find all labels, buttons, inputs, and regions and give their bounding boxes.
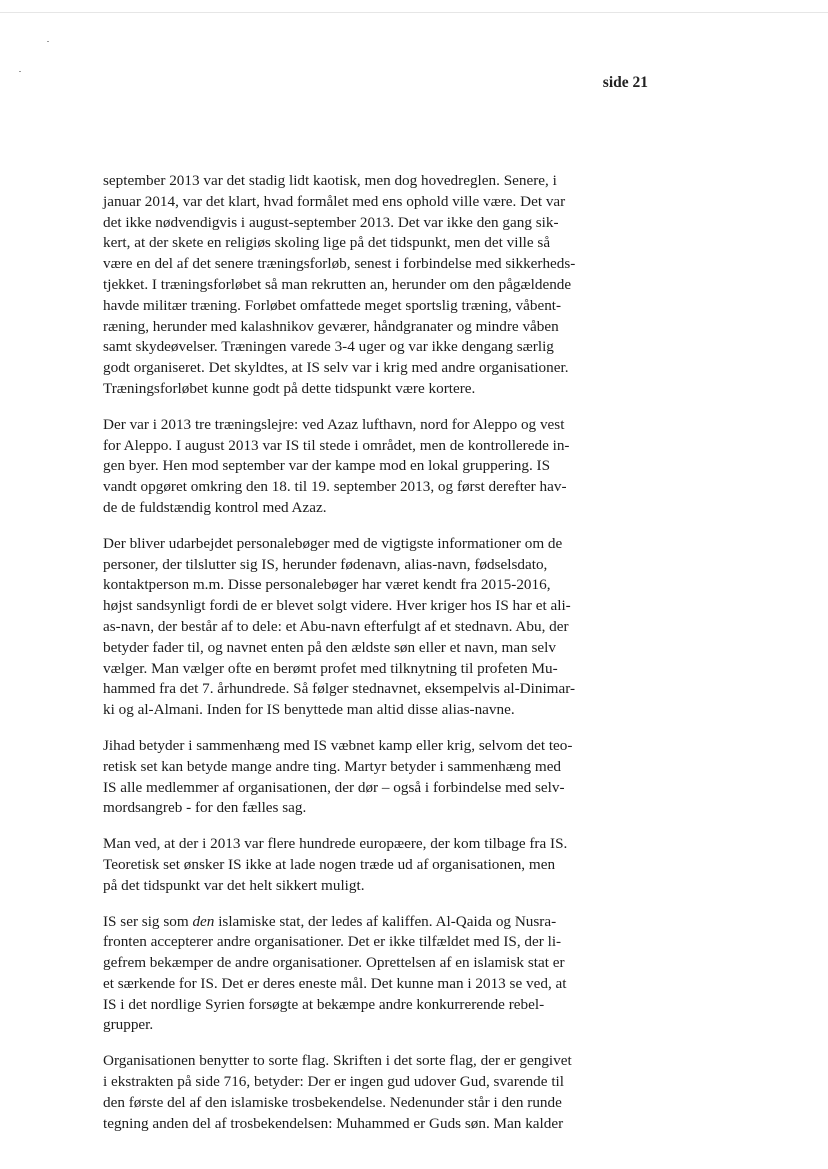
paragraph xyxy=(103,415,596,519)
text-line: kontaktperson m.m. Disse personalebøger har været kendt fra 2015-2016, xyxy=(103,576,551,594)
text-line: samt skydeøvelser. Træningen varede 3-4 uger og var ikke dengang særlig xyxy=(103,338,554,356)
text-line: for Aleppo. I august 2013 var IS til stede i området, men de kontrollerede in- xyxy=(103,436,570,454)
paragraph xyxy=(103,736,596,819)
text-line: vælger. Man vælger ofte en berømt profet med tilknytning til profeten Mu- xyxy=(103,659,558,677)
text-line: det ikke nødvendigvis i august-september 2013. Det var ikke den gang sik- xyxy=(103,213,559,231)
text-line: på det tidspunkt var det helt sikkert muligt. xyxy=(103,876,365,894)
text-line: højst sandsynligt fordi de er blevet solgt videre. Hver kriger hos IS har et ali- xyxy=(103,597,571,615)
text-line: Der var i 2013 tre træningslejre: ved Azaz lufthavn, nord for Aleppo og vest xyxy=(103,415,565,433)
text-line: kert, at der skete en religiøs skoling lige på det tidspunkt, men det ville så xyxy=(103,234,551,252)
text-line: gen byer. Hen mod september var der kampe mod en lokal gruppering. IS xyxy=(103,457,551,475)
text-line: Teoretisk set ønsker IS ikke at lade nogen træde ud af organisationen, men xyxy=(103,855,556,873)
text-line: grupper. xyxy=(103,1016,154,1034)
text-line: den første del af den islamiske trosbekendelse. Nedenunder står i den runde xyxy=(103,1093,562,1111)
text-line: de de fuldstændig kontrol med Azaz. xyxy=(103,498,327,516)
paragraph xyxy=(103,834,596,896)
paragraph xyxy=(103,912,596,1037)
text-line: ræning, herunder med kalashnikov geværer, håndgranater og mindre våben xyxy=(103,317,559,335)
emphasized-word: den xyxy=(192,912,215,930)
text-line: retisk set kan betyde mange andre ting. Martyr betyder i sammenhæng med xyxy=(103,757,562,775)
text-line: betyder fader til, og navnet enten på den ældste søn eller et navn, man selv xyxy=(103,638,556,656)
text-line: godt organiseret. Det skyldtes, at IS selv var i krig med andre organisationer. xyxy=(103,359,569,377)
text-line: gefrem bekæmper de andre organisationer. Oprettelsen af en islamisk stat er xyxy=(103,954,565,972)
document-body xyxy=(103,171,596,1149)
text-line: januar 2014, var det klart, hvad formålet med ens ophold ville være. Det var xyxy=(103,192,566,210)
scan-top-edge xyxy=(0,12,828,13)
text-line: vandt opgøret omkring den 18. til 19. september 2013, og først derefter hav- xyxy=(103,478,567,496)
scan-speck xyxy=(19,71,21,72)
paragraph xyxy=(103,534,596,721)
text-line: i ekstrakten på side 716, betyder: Der er ingen gud udover Gud, svarende til xyxy=(103,1073,564,1091)
text-line: Der bliver udarbejdet personalebøger med de vigtigste informationer om de xyxy=(103,534,563,552)
text-line: ki og al-Almani. Inden for IS benyttede man altid disse alias-navne. xyxy=(103,701,515,719)
text-line: IS alle medlemmer af organisationen, der dør – også i forbindelse med selv- xyxy=(103,778,565,796)
text-line: tegning anden del af trosbekendelsen: Muhammed er Guds søn. Man kalder xyxy=(103,1114,564,1132)
text-line: fronten accepterer andre organisationer. Det er ikke tilfældet med IS, der li- xyxy=(103,933,562,951)
page-number: side 21 xyxy=(602,74,648,91)
scan-speck xyxy=(47,41,49,42)
text-line: mordsangreb - for den fælles sag. xyxy=(103,799,307,817)
text-line: personer, der tilslutter sig IS, herunder fødenavn, alias-navn, fødselsdato, xyxy=(103,555,548,573)
text-line: Organisationen benytter to sorte flag. Skriften i det sorte flag, der er gengivet xyxy=(103,1052,572,1070)
text-line: september 2013 var det stadig lidt kaotisk, men dog hovedreglen. Senere, i xyxy=(103,172,557,189)
text-line: havde militær træning. Forløbet omfattede meget sportslig træning, våbent- xyxy=(103,296,562,314)
text-line: Man ved, at der i 2013 var flere hundrede europæere, der kom tilbage fra IS. xyxy=(103,835,568,853)
text-line: være en del af det senere træningsforløb, senest i forbindelse med sikkerheds- xyxy=(103,255,576,273)
text-line: hammed fra det 7. århundrede. Så følger stednavnet, eksempelvis al-Dinimar- xyxy=(103,680,576,698)
text-line: tjekket. I træningsforløbet så man rekrutten an, herunder om den pågældende xyxy=(103,275,572,293)
text-line: IS ser sig som den islamiske stat, der ledes af kaliffen. Al-Qaida og Nusra- xyxy=(103,912,557,930)
text-line: as-navn, der består af to dele: et Abu-navn efterfulgt af et stednavn. Abu, der xyxy=(103,617,569,635)
text-line: Træningsforløbet kunne godt på dette tidspunkt være kortere. xyxy=(103,379,476,397)
text-line: IS i det nordlige Syrien forsøgte at bekæmpe andre konkurrerende rebel- xyxy=(103,995,545,1013)
paragraph xyxy=(103,1051,596,1134)
text-line: et særkende for IS. Det er deres eneste mål. Det kunne man i 2013 se ved, at xyxy=(103,974,567,992)
paragraph xyxy=(103,171,596,400)
text-line: Jihad betyder i sammenhæng med IS væbnet kamp eller krig, selvom det teo- xyxy=(103,736,573,754)
